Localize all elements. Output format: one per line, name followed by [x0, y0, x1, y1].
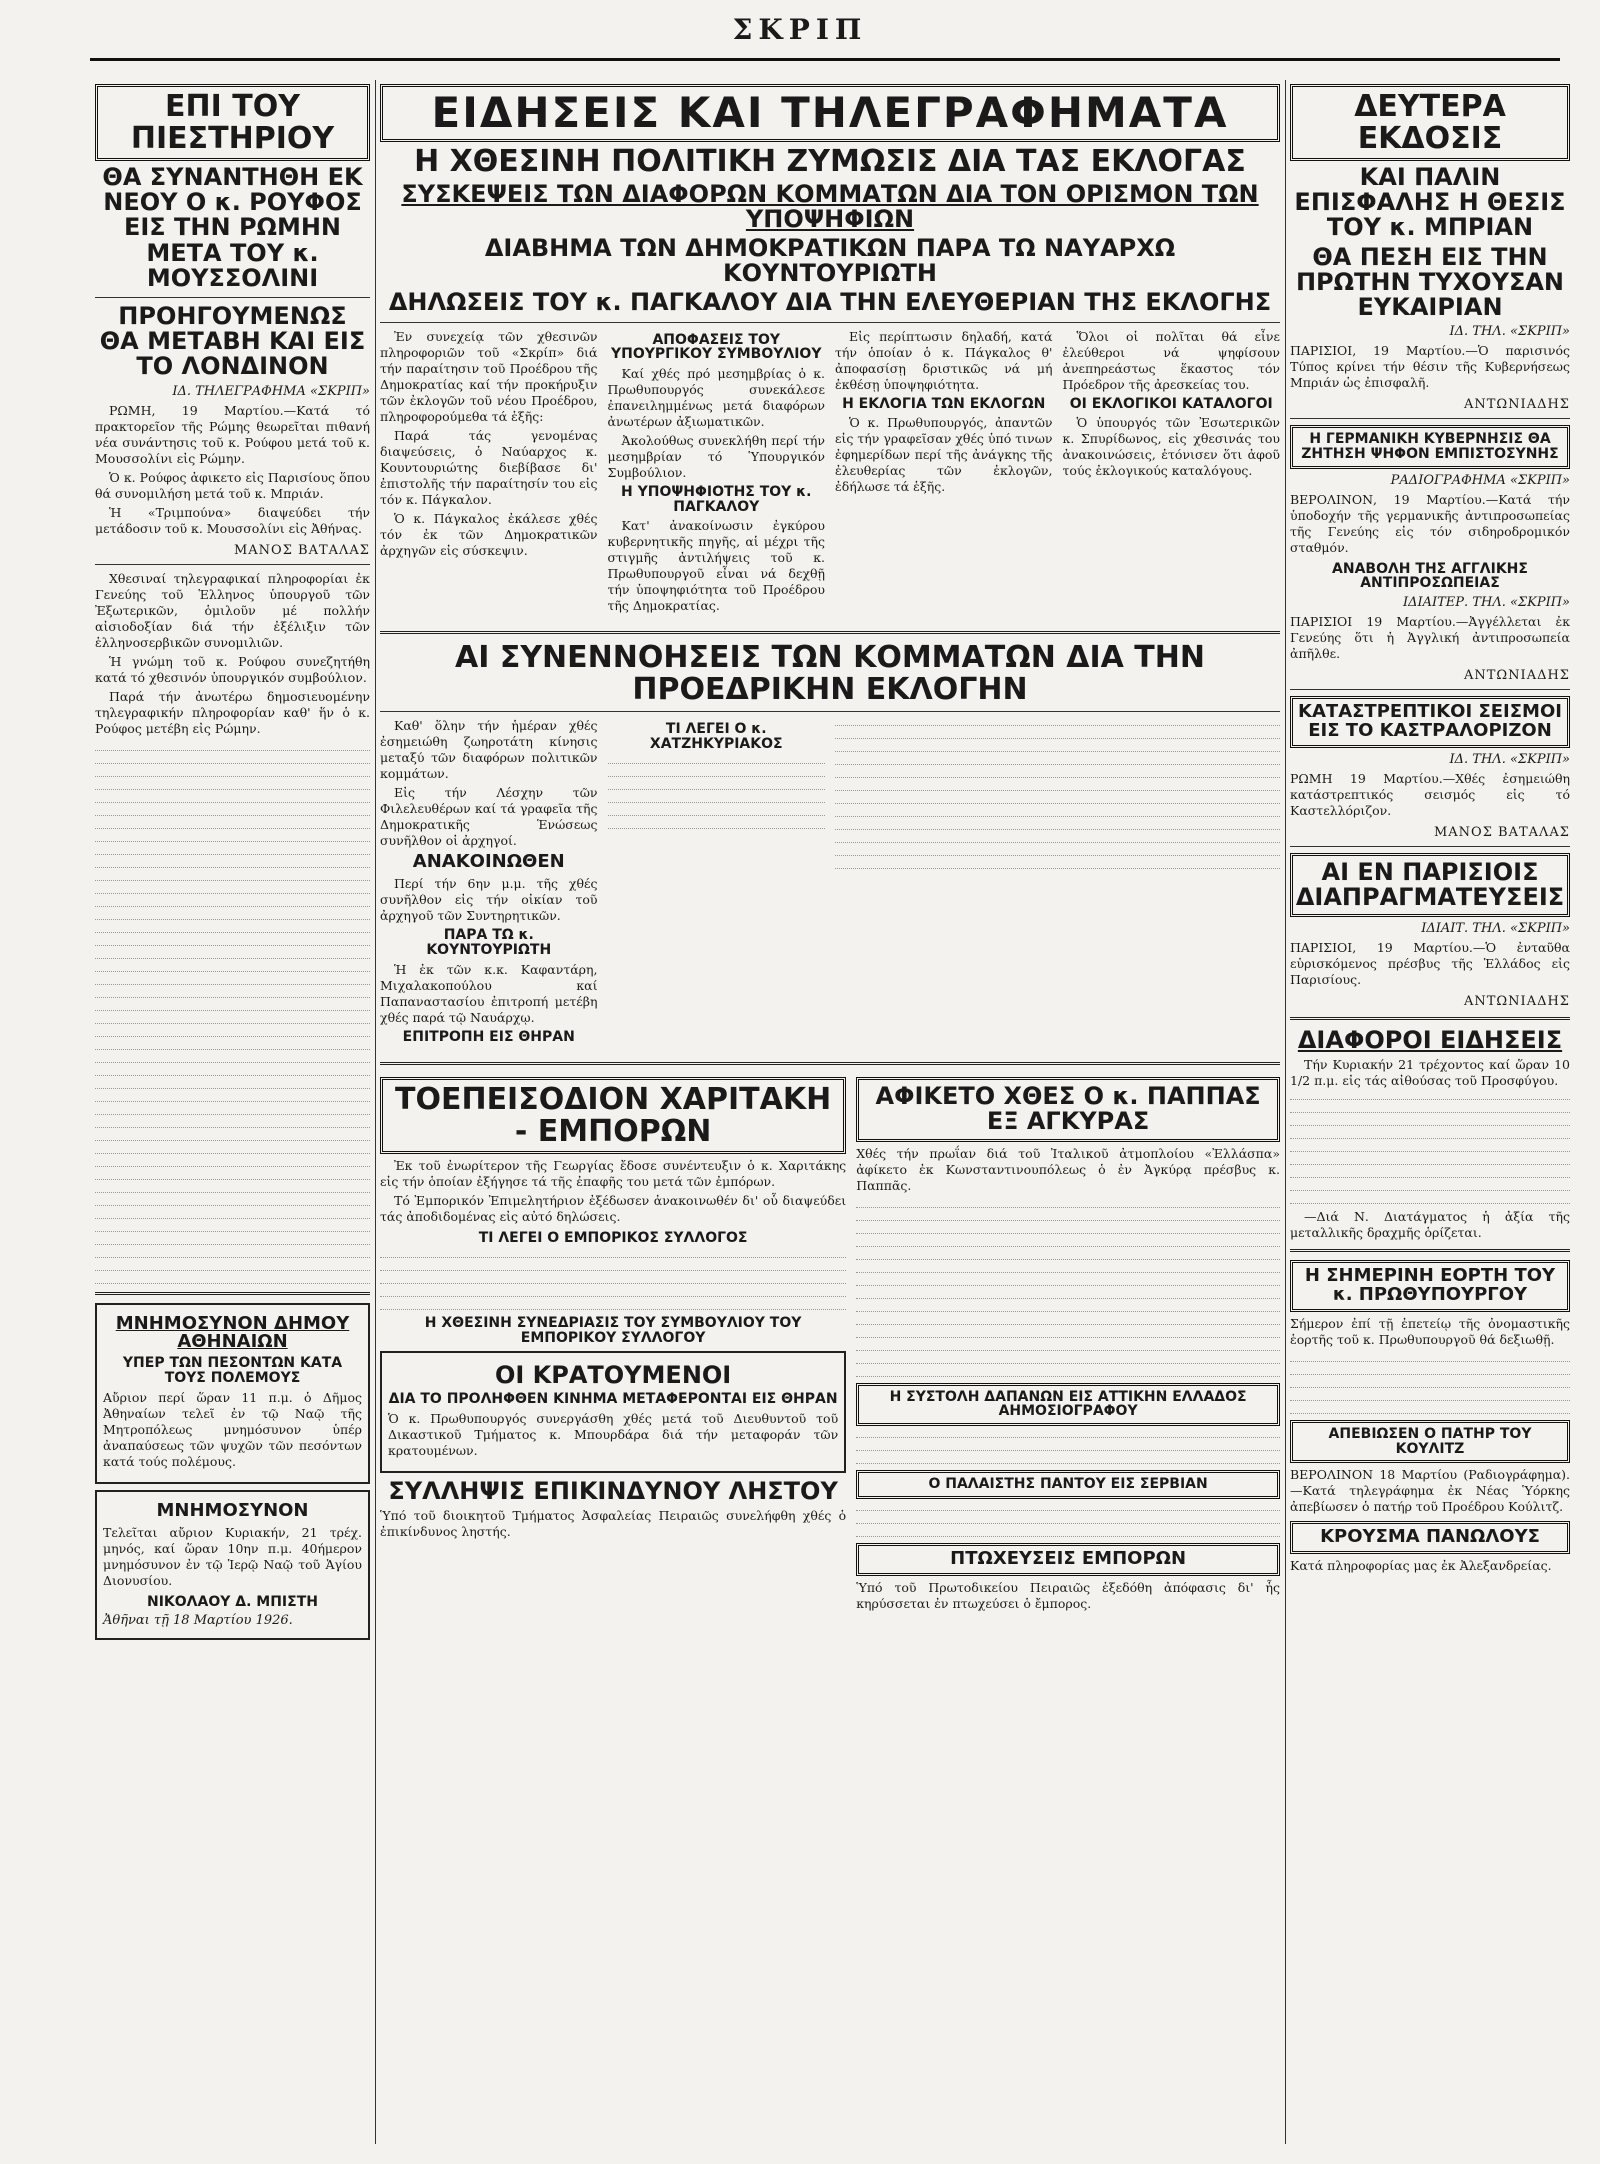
section-banner: ΕΙΔΗΣΕΙΣ ΚΑΙ ΤΗΛΕΓΡΑΦΗΜΑΤΑ: [380, 84, 1280, 142]
story-subheading: ΕΠΙΤΡΟΠΗ ΕΙΣ ΘΗΡΑΝ: [402, 1028, 575, 1045]
story-body: Χθές τήν πρωΐαν διά τοῦ Ἰταλικοῦ ἀτμοπλοίου «Ἐλλάσπα» ἀφίκετο ἐκ Κωνσταντινουπόλεως ὁ ἐν Ἀγκύρᾳ πρέσβυς κ. Παππᾶς.: [856, 1145, 1280, 1193]
left-article-1: [95, 403, 370, 537]
parties-story-columns: [380, 718, 1280, 1054]
lower-stories: [380, 1073, 1280, 1617]
story-headline-detainees: ΟΙ ΚΡΑΤΟΥΜΕΝΟΙ: [494, 1361, 732, 1390]
left-subheadline-2: ΠΡΟΗΓΟΥΜΕΝΩΣ ΘΑ ΜΕΤΑΒΗ ΚΑΙ ΕΙΣ ΤΟ ΛΟΝΔΙΝΟΝ: [99, 301, 366, 381]
paragraph: Ὁ κ. Πρωθυπουργός, ἀπαντῶν εἰς τήν γραφεῖσαν χθές ὑπό τινων ἐφημερίδων περί τῆς ἀνάγκης τῆς ἐλευθερίας τῶν ἐκλογῶν, ἐδήλωσε τά ἑξῆς.: [835, 415, 1053, 495]
story-body: [380, 1158, 846, 1225]
paragraph: Ὁ κ. Πάγκαλος ἐκάλεσε χθές τόν ἐκ τῶν Δημοκρατικῶν ἀρχηγῶν εἰς σύσκεψιν.: [380, 510, 598, 558]
notice-date: Ἀθῆναι τῇ 18 Μαρτίου 1926.: [103, 1613, 293, 1629]
story-column: [380, 329, 598, 618]
paragraph: Ἐν συνεχείᾳ τῶν χθεσινῶν πληροφοριῶν τοῦ «Σκρίπ» διά τήν παραίτησιν τοῦ Προέδρου τῆς Δημοκρατίας καί τήν προκήρυξιν τῶν ἐκλογῶν τοῦ νέου Προέδρου, πληροφορούμεθα τά ἑξῆς:: [380, 328, 598, 424]
paragraph: Κατ' ἀνακοίνωσιν ἐγκύρου κυβερνητικῆς πηγῆς, αἱ μέχρι τῆς στιγμῆς ἀντιλήψεις τοῦ κ. Πρωθυπουργοῦ εἶναι νά δεχθῇ τήν ὑποψηφιότητα τοῦ Προέδρου τῆς Δημοκρατίας.: [607, 518, 825, 614]
story-headline-earthquakes: ΚΑΤΑΣΤΡΕΠΤΙΚΟΙ ΣΕΙΣΜΟΙ ΕΙΣ ΤΟ ΚΑΣΤΡΑΛΟΡΙΖΟΝ: [1290, 696, 1570, 748]
paragraph: Ὅλοι οἱ πολῖται θά εἶνε ἐλεύθεροι νά ψηφίσουν ἀνεπηρεάστως ἕκαστος τόν Πρόεδρον τῆς ἀρεσκείας του.: [1062, 328, 1280, 392]
story-body: [1290, 1057, 1570, 1241]
column-divider-right: [1285, 80, 1286, 2144]
story-headline-parties: ΑΙ ΣΥΝΕΝΝΟΗΣΕΙΣ ΤΩΝ ΚΟΜΜΑΤΩΝ ΔΙΑ ΤΗΝ ΠΡΟΕΔΡΙΚΗΝ ΕΚΛΟΓΗΝ: [455, 640, 1205, 707]
left-dateline: ΙΔ. ΤΗΛΕΓΡΑΦΗΜΑ «ΣΚΡΙΠ»: [172, 383, 370, 399]
dateline: ΙΔ. ΤΗΛ. «ΣΚΡΙΠ»: [1449, 751, 1570, 767]
paragraph: Καθ' ὅλην τήν ἡμέραν χθές ἐσημειώθη ζωηροτάτη κίνησις μεταξύ τῶν διαφόρων πολιτικῶν κομμάτων.: [380, 718, 598, 782]
paragraph: Χθεσιναί τηλεγραφικαί πληροφορίαι ἐκ Γενεύης τοῦ Ἑλληνος ὑπουργοῦ τῶν Ἐξωτερικῶν, ὁμιλοῦν μέ πολλήν αἰσιοδοξίαν διά τήν ἐξέλιξιν τῶν ἑλληνοσερβικῶν συνομιλιῶν.: [95, 570, 370, 650]
byline: ΜΑΝΟΣ ΒΑΤΑΛΑΣ: [1433, 824, 1570, 840]
paragraph: Ἡ γνώμη τοῦ κ. Ρούφου συνεζητήθη κατά τό χθεσινόν ὑπουργικόν συμβούλιον.: [95, 653, 370, 685]
story-headline-bankruptcies: ΠΤΩΧΕΥΣΕΙΣ ΕΜΠΟΡΩΝ: [856, 1543, 1280, 1576]
masthead: [0, 0, 1600, 60]
story-column: [835, 718, 1280, 1048]
notice-title: ΜΝΗΜΟΣΥΝΟΝ: [156, 1499, 309, 1521]
story-body: Ὁ κ. Πρωθυπουργός συνεργάσθη χθές μετά τοῦ Διευθυντοῦ τοῦ Δικαστικοῦ Τμήματος κ. Μπουρδάρα διά τήν μεταφοράν τῶν κρατουμένων.: [388, 1411, 839, 1459]
paragraph: Παρά τάς γενομένας διαψεύσεις, ὁ Ναύαρχος κ. Κουντουριώτης διεβίβασε δι' ἐπιστολῆς τήν παραίτησίν του εἰς τόν κ. Πάγκαλον.: [380, 427, 598, 507]
paragraph: Εἰς περίπτωσιν δηλαδή, κατά τήν ὁποίαν ὁ κ. Πάγκαλος θ' ἀποφασίσῃ δριστικῶς νά μή ἐκθέσῃ ὑποψηφιότητα.: [835, 328, 1053, 392]
story-headline-plague: ΚΡΟΥΣΜΑ ΠΑΝΩΛΟΥΣ: [1290, 1521, 1570, 1554]
story-body: Ὑπό τοῦ διοικητοῦ Τμήματος Ἀσφαλείας Πειραιῶς συνελήφθη χθές ὁ ἐπικίνδυνος ληστής.: [380, 1508, 847, 1540]
story-column: [835, 329, 1053, 618]
paragraph: Περί τήν 6ην μ.μ. τῆς χθές συνῆλθον εἰς τήν οἰκίαν τοῦ ἀρχηγοῦ τῶν Συντηρητικῶν.: [380, 876, 598, 924]
paragraph: Τήν Κυριακήν 21 τρέχοντος καί ὥραν 10 1/2 π.μ. εἰς τάς αἰθούσας τοῦ Προσφύγου.: [1290, 1057, 1570, 1089]
left-column: [95, 80, 370, 2144]
notice-name: ΝΙΚΟΛΑΟΥ Δ. ΜΠΙΣΤΗ: [147, 1593, 318, 1610]
center-column: [380, 80, 1280, 2144]
right-headline: ΔΕΥΤΕΡΑ ΕΚΔΟΣΙΣ: [1290, 84, 1570, 161]
lower-left-stories: [380, 1073, 846, 1617]
story-headline-coolidge: ΑΠΕΒΙΩΣΕΝ Ο ΠΑΤΗΡ ΤΟΥ ΚΟΥΛΙΤΖ: [1290, 1420, 1570, 1463]
story-body: ΒΕΡΟΛΙΝΟΝ, 19 Μαρτίου.—Κατά τήν ὑποδοχήν τῆς γερμανικῆς ἀντιπροσωπείας τῆς Γενεύης εἰς τόν σιδηροδρομικόν σταθμόν.: [1290, 491, 1570, 555]
byline: ΑΝΤΩΝΙΑΔΗΣ: [1463, 994, 1570, 1010]
story-column: [608, 718, 826, 1048]
right-subheadline-1: ΚΑΙ ΠΑΛΙΝ ΕΠΙΣΦΑΛΗΣ Η ΘΕΣΙΣ ΤΟΥ κ. ΜΠΡΙΑΝ: [1294, 163, 1566, 242]
story-subheading: Η ΥΠΟΨΗΦΙΟΤΗΣ ΤΟΥ κ. ΠΑΓΚΑΛΟΥ: [621, 483, 812, 515]
paragraph: Ἀκολούθως συνεκλήθη περί τήν μεσημβρίαν τό Ὑπουργικόν Συμβούλιον.: [607, 432, 825, 480]
left-subheadline-1: ΘΑ ΣΥΝΑΝΤΗΘΗ ΕΚ ΝΕΟΥ Ο κ. ΡΟΥΦΟΣ ΕΙΣ ΤΗΝ ΡΩΜΗΝ ΜΕΤΑ ΤΟΥ κ. ΜΟΥΣΣΟΛΙΝΙ: [102, 163, 363, 292]
notice-text: Αὔριον περί ὥραν 11 π.μ. ὁ Δῆμος Ἀθηναίων τελεῖ ἐν τῷ Ναῷ τῆς Μητροπόλεως μνημόσυνον ὑπέρ ἀναπαύσεως τῶν ψυχῶν τῶν πεσόντων κατά τούς πολέμους.: [103, 1389, 362, 1469]
memorial-notice-municipal: [95, 1303, 370, 1484]
notice-title: ΜΝΗΜΟΣΥΝΟΝ ΔΗΜΟΥ ΑΘΗΝΑΙΩΝ: [115, 1312, 350, 1353]
story-body: ΒΕΡΟΛΙΝΟΝ 18 Μαρτίου (Ραδιογράφημα).—Κατά τηλεγράφημα ἐκ Νέας Ὑόρκης ἀπεβίωσεν ὁ πατήρ τοῦ Προέδρου Κούλιτζ.: [1290, 1467, 1570, 1515]
paragraph: Παρά τήν ἀνωτέρω δημοσιευομένην τηλεγραφικήν πληροφορίαν καθ' ἥν ὁ κ. Ρούφος μετέβη εἰς Ρώμην.: [95, 688, 370, 736]
story-subheading: ΤΙ ΛΕΓΕΙ Ο κ. ΧΑΤΖΗΚΥΡΙΑΚΟΣ: [649, 721, 783, 752]
story-body: ΠΑΡΙΣΙΟΙ, 19 Μαρτίου.—Ὁ ἐνταῦθα εὑρισκόμενος πρέσβυς τῆς Ἑλλάδος εἰς Παρισίους.: [1290, 940, 1570, 988]
notice-subtitle: ΥΠΕΡ ΤΩΝ ΠΕΣΟΝΤΩΝ ΚΑΤΑ ΤΟΥΣ ΠΟΛΕΜΟΥΣ: [122, 1355, 343, 1386]
column-divider-left: [375, 80, 376, 2144]
main-story-columns: [380, 329, 1280, 624]
story-headline-misc-news: ΔΙΑΦΟΡΟΙ ΕΙΔΗΣΕΙΣ: [1297, 1026, 1563, 1055]
story-headline-arrest: ΣΥΛΛΗΨΙΣ ΕΠΙΚΙΝΔΥΝΟΥ ΛΗΣΤΟΥ: [388, 1477, 838, 1506]
story-subheading: ΑΠΟΦΑΣΕΙΣ ΤΟΥ ΥΠΟΥΡΓΙΚΟΥ ΣΥΜΒΟΥΛΙΟΥ: [611, 331, 822, 363]
story-column: [1063, 329, 1281, 618]
paragraph: Καί χθές πρό μεσημβρίας ὁ κ. Πρωθυπουργός συνεκάλεσε ἐπανειλημμένως μετά διαφόρων ἀνωτέρων ἀξιωματικῶν.: [607, 365, 825, 429]
story-column: [608, 329, 826, 618]
story-subheading: ΟΙ ΕΚΛΟΓΙΚΟΙ ΚΑΤΑΛΟΓΟΙ: [1069, 395, 1273, 412]
paragraph: Εἰς τήν Λέσχην τῶν Φιλελευθέρων καί τά γραφεῖα τῆς Δημοκρατικῆς Ἑνώσεως συνῆλθον οἱ ἀρχηγοί.: [380, 785, 598, 849]
story-headline-pm-nameday: Η ΣΗΜΕΡΙΝΗ ΕΟΡΤΗ ΤΟΥ κ. ΠΡΩΘΥΠΟΥΡΓΟΥ: [1290, 1260, 1570, 1312]
byline: ΑΝΤΩΝΙΑΔΗΣ: [1463, 667, 1570, 683]
story-headline-journalist: Η ΣΥΣΤΟΛΗ ΔΑΠΑΝΩΝ ΕΙΣ ΑΤΤΙΚΗΝ ΕΛΛΑΔΟΣ ΑΗΜΟΣΙΟΓΡΑΦΟΥ: [856, 1383, 1280, 1426]
paragraph: Ἐκ τοῦ ἐνωρίτερον τῆς Γεωργίας ἔδοσε συνέντευξιν ὁ κ. Χαριτάκης εἰς τήν ὁποίαν ἐξήγησε τά τῆς ἐπαφῆς του μετά τῶν ἐμπόρων.: [380, 1158, 847, 1190]
story-headline-charitakis: ΤΟΕΠΕΙΣΟΔΙΟΝ ΧΑΡΙΤΑΚΗ - ΕΜΠΟΡΩΝ: [380, 1077, 846, 1154]
story-body: ΠΑΡΙΣΙΟΙ 19 Μαρτίου.—Ἀγγέλλεται ἐκ Γενεύης ὅτι ἡ Ἀγγλική ἀντιπροσωπεία ἀπῆλθε.: [1290, 613, 1570, 661]
dateline: ΙΔ. ΤΗΛ. «ΣΚΡΙΠ»: [1449, 324, 1570, 340]
paragraph: Ὁ ὑπουργός τῶν Ἐσωτερικῶν κ. Σπυρίδωνος, εἰς χθεσινάς του ἀνακοινώσεις, ἐτόνισεν ὅτι ἀφοῦ τούς ἐκλογικούς καταλόγους.: [1062, 415, 1280, 479]
left-headline: ΕΠΙ ΤΟΥ ΠΙΕΣΤΗΡΙΟΥ: [95, 84, 370, 161]
story-body: ΠΑΡΙΣΙΟΙ, 19 Μαρτίου.—Ὁ παρισινός Τύπος κρίνει τήν θέσιν τῆς Κυβερνήσεως Μπριάν ὡς ἐπισφαλῆ.: [1290, 343, 1570, 391]
main-subheadline-2: ΔΙΑΒΗΜΑ ΤΩΝ ΔΗΜΟΚΡΑΤΙΚΩΝ ΠΑΡΑ ΤΩ ΝΑΥΑΡΧΩ ΚΟΥΝΤΟΥΡΙΩΤΗ: [484, 233, 1176, 288]
dateline: ΙΔΙΑΙΤ. ΤΗΛ. «ΣΚΡΙΠ»: [1421, 921, 1570, 937]
notice-text: Τελεῖται αὔριον Κυριακήν, 21 τρέχ. μηνός, καί ὥραν 10ην π.μ. 40ήμερον μνημόσυνον ἐν τῷ Ἱερῷ Ναῷ τοῦ Ἁγίου Διονυσίου.: [103, 1524, 362, 1588]
story-body: Κατά πληροφορίας μας ἐκ Ἀλεξανδρείας.: [1290, 1558, 1552, 1574]
paragraph: Ἡ «Τριμπούνα» διαψεύδει τήν μετάδοσιν τοῦ κ. Μουσσολίνι εἰς Ἀθήνας.: [95, 504, 370, 536]
dateline: ΡΑΔΙΟΓΡΑΦΗΜΑ «ΣΚΡΙΠ»: [1390, 472, 1570, 488]
paragraph: Τό Ἐμπορικόν Ἐπιμελητήριον ἐξέδωσεν ἀνακοινωθέν δι' οὗ διαψεύδει τάς ἀποδιδομένας εἰς αὐτό δηλώσεις.: [380, 1193, 847, 1225]
masthead-rule: [90, 58, 1560, 61]
story-headline-germany: Η ΓΕΡΜΑΝΙΚΗ ΚΥΒΕΡΝΗΣΙΣ ΘΑ ΖΗΤΗΣΗ ΨΗΦΟΝ ΕΜΠΙΣΤΟΣΥΝΗΣ: [1290, 425, 1570, 468]
left-filler: [95, 743, 370, 1284]
byline: ΑΝΤΩΝΙΑΔΗΣ: [1463, 397, 1570, 413]
story-headline-england: ΑΝΑΒΟΛΗ ΤΗΣ ΑΓΓΛΙΚΗΣ ΑΝΤΙΠΡΟΣΩΠΕΙΑΣ: [1332, 560, 1528, 592]
story-subheading: ΠΑΡΑ ΤΩ κ. ΚΟΥΝΤΟΥΡΙΩΤΗ: [426, 927, 552, 958]
right-subheadline-2: ΘΑ ΠΕΣΗ ΕΙΣ ΤΗΝ ΠΡΩΤΗΝ ΤΥΧΟΥΣΑΝ ΕΥΚΑΙΡΙΑΝ: [1295, 242, 1565, 321]
story-box-detainees: [380, 1351, 846, 1473]
story-subheading: ΤΙ ΛΕΓΕΙ Ο ΕΜΠΟΡΙΚΟΣ ΣΥΛΛΟΓΟΣ: [478, 1230, 748, 1247]
story-subheading: Η ΧΘΕΣΙΝΗ ΣΥΝΕΔΡΙΑΣΙΣ ΤΟΥ ΣΥΜΒΟΥΛΙΟΥ ΤΟΥ ΕΜΠΟΡΙΚΟΥ ΣΥΛΛΟΓΟΥ: [424, 1314, 802, 1346]
story-body: ΡΩΜΗ 19 Μαρτίου.—Χθές ἐσημειώθη κατάστρεπτικός σεισμός εἰς τό Καστελλόριζον.: [1290, 770, 1570, 818]
story-subheading: ΑΝΑΚΟΙΝΩΘΕΝ: [412, 851, 565, 873]
paragraph: —Διά Ν. Διατάγματος ἡ ἀξία τῆς μεταλλικῆς δραχμῆς ὁρίζεται.: [1290, 1209, 1570, 1241]
story-headline-pappas: ΑΦΙΚΕΤΟ ΧΘΕΣ Ο κ. ΠΑΠΠΑΣ ΕΞ ΑΓΚΥΡΑΣ: [856, 1077, 1280, 1141]
paragraph: Ὁ κ. Ρούφος ἀφικετο εἰς Παρισίους ὅπου θά συνομιλήση μετά τοῦ κ. Μπριάν.: [95, 469, 370, 501]
paragraph: Ἡ ἐκ τῶν κ.κ. Καφαντάρη, Μιχαλακοπούλου καί Παπαναστασίου ἐπιτροπή μετέβη χθές παρά τῷ Ναυάρχῳ.: [380, 961, 598, 1025]
main-subheadline-1: ΣΥΣΚΕΨΕΙΣ ΤΩΝ ΔΙΑΦΟΡΩΝ ΚΟΜΜΑΤΩΝ ΔΙΑ ΤΟΝ ΟΡΙΣΜΟΝ ΤΩΝ ΥΠΟΨΗΦΙΩΝ: [401, 179, 1259, 233]
lower-right-stories: [856, 1073, 1280, 1617]
right-column: [1290, 80, 1570, 2144]
paper-name: ΣΚΡΙΠ: [732, 13, 868, 46]
main-subheadline-3: ΔΗΛΩΣΕΙΣ ΤΟΥ κ. ΠΑΓΚΑΛΟΥ ΔΙΑ ΤΗΝ ΕΛΕΥΘΕΡΙΑΝ ΤΗΣ ΕΚΛΟΓΗΣ: [388, 288, 1272, 317]
left-article-2: [95, 571, 370, 737]
story-subheading: ΔΙΑ ΤΟ ΠΡΟΛΗΦΘΕΝ ΚΙΝΗΜΑ ΜΕΤΑΦΕΡΟΝΤΑΙ ΕΙΣ ΘΗΡΑΝ: [388, 1391, 838, 1408]
story-body: Ὑπό τοῦ Πρωτοδικείου Πειραιῶς ἐξεδόθη ἀπόφασις δι' ἧς κηρύσσεται ἐν πτωχεύσει ὁ ἔμπορος.: [856, 1579, 1280, 1611]
story-subheading: Η ΕΚΛΟΓΙΑ ΤΩΝ ΕΚΛΟΓΩΝ: [842, 395, 1046, 412]
dateline: ΙΔΙΑΙΤΕΡ. ΤΗΛ. «ΣΚΡΙΠ»: [1402, 594, 1570, 610]
story-body: Σήμερον ἐπί τῇ ἐπετείῳ τῆς ὀνομαστικῆς ἑορτῆς τοῦ κ. Πρωθυπουργοῦ θά δεξιωθῇ.: [1290, 1316, 1570, 1347]
main-headline: Η ΧΘΕΣΙΝΗ ΠΟΛΙΤΙΚΗ ΖΥΜΩΣΙΣ ΔΙΑ ΤΑΣ ΕΚΛΟΓΑΣ: [414, 144, 1246, 180]
paragraph: ΡΩΜΗ, 19 Μαρτίου.—Κατά τό πρακτορεῖον τῆς Ρώμης θεωρεῖται πιθανή νέα συνάντησις τοῦ κ. Ρούφου μετά τοῦ κ. Μουσσολίνι εἰς Ρώμην.: [95, 402, 370, 466]
memorial-notice-private: [95, 1490, 370, 1641]
story-column: [380, 718, 598, 1048]
story-headline-paris-negotiations: ΑΙ ΕΝ ΠΑΡΙΣΙΟΙΣ ΔΙΑΠΡΑΓΜΑΤΕΥΣΕΙΣ: [1290, 853, 1570, 917]
story-headline-wrestler: Ο ΠΑΛΑΙΣΤΗΣ ΠΑΝΤΟΥ ΕΙΣ ΣΕΡΒΙΑΝ: [856, 1470, 1280, 1499]
byline: ΜΑΝΟΣ ΒΑΤΑΛΑΣ: [233, 542, 370, 558]
